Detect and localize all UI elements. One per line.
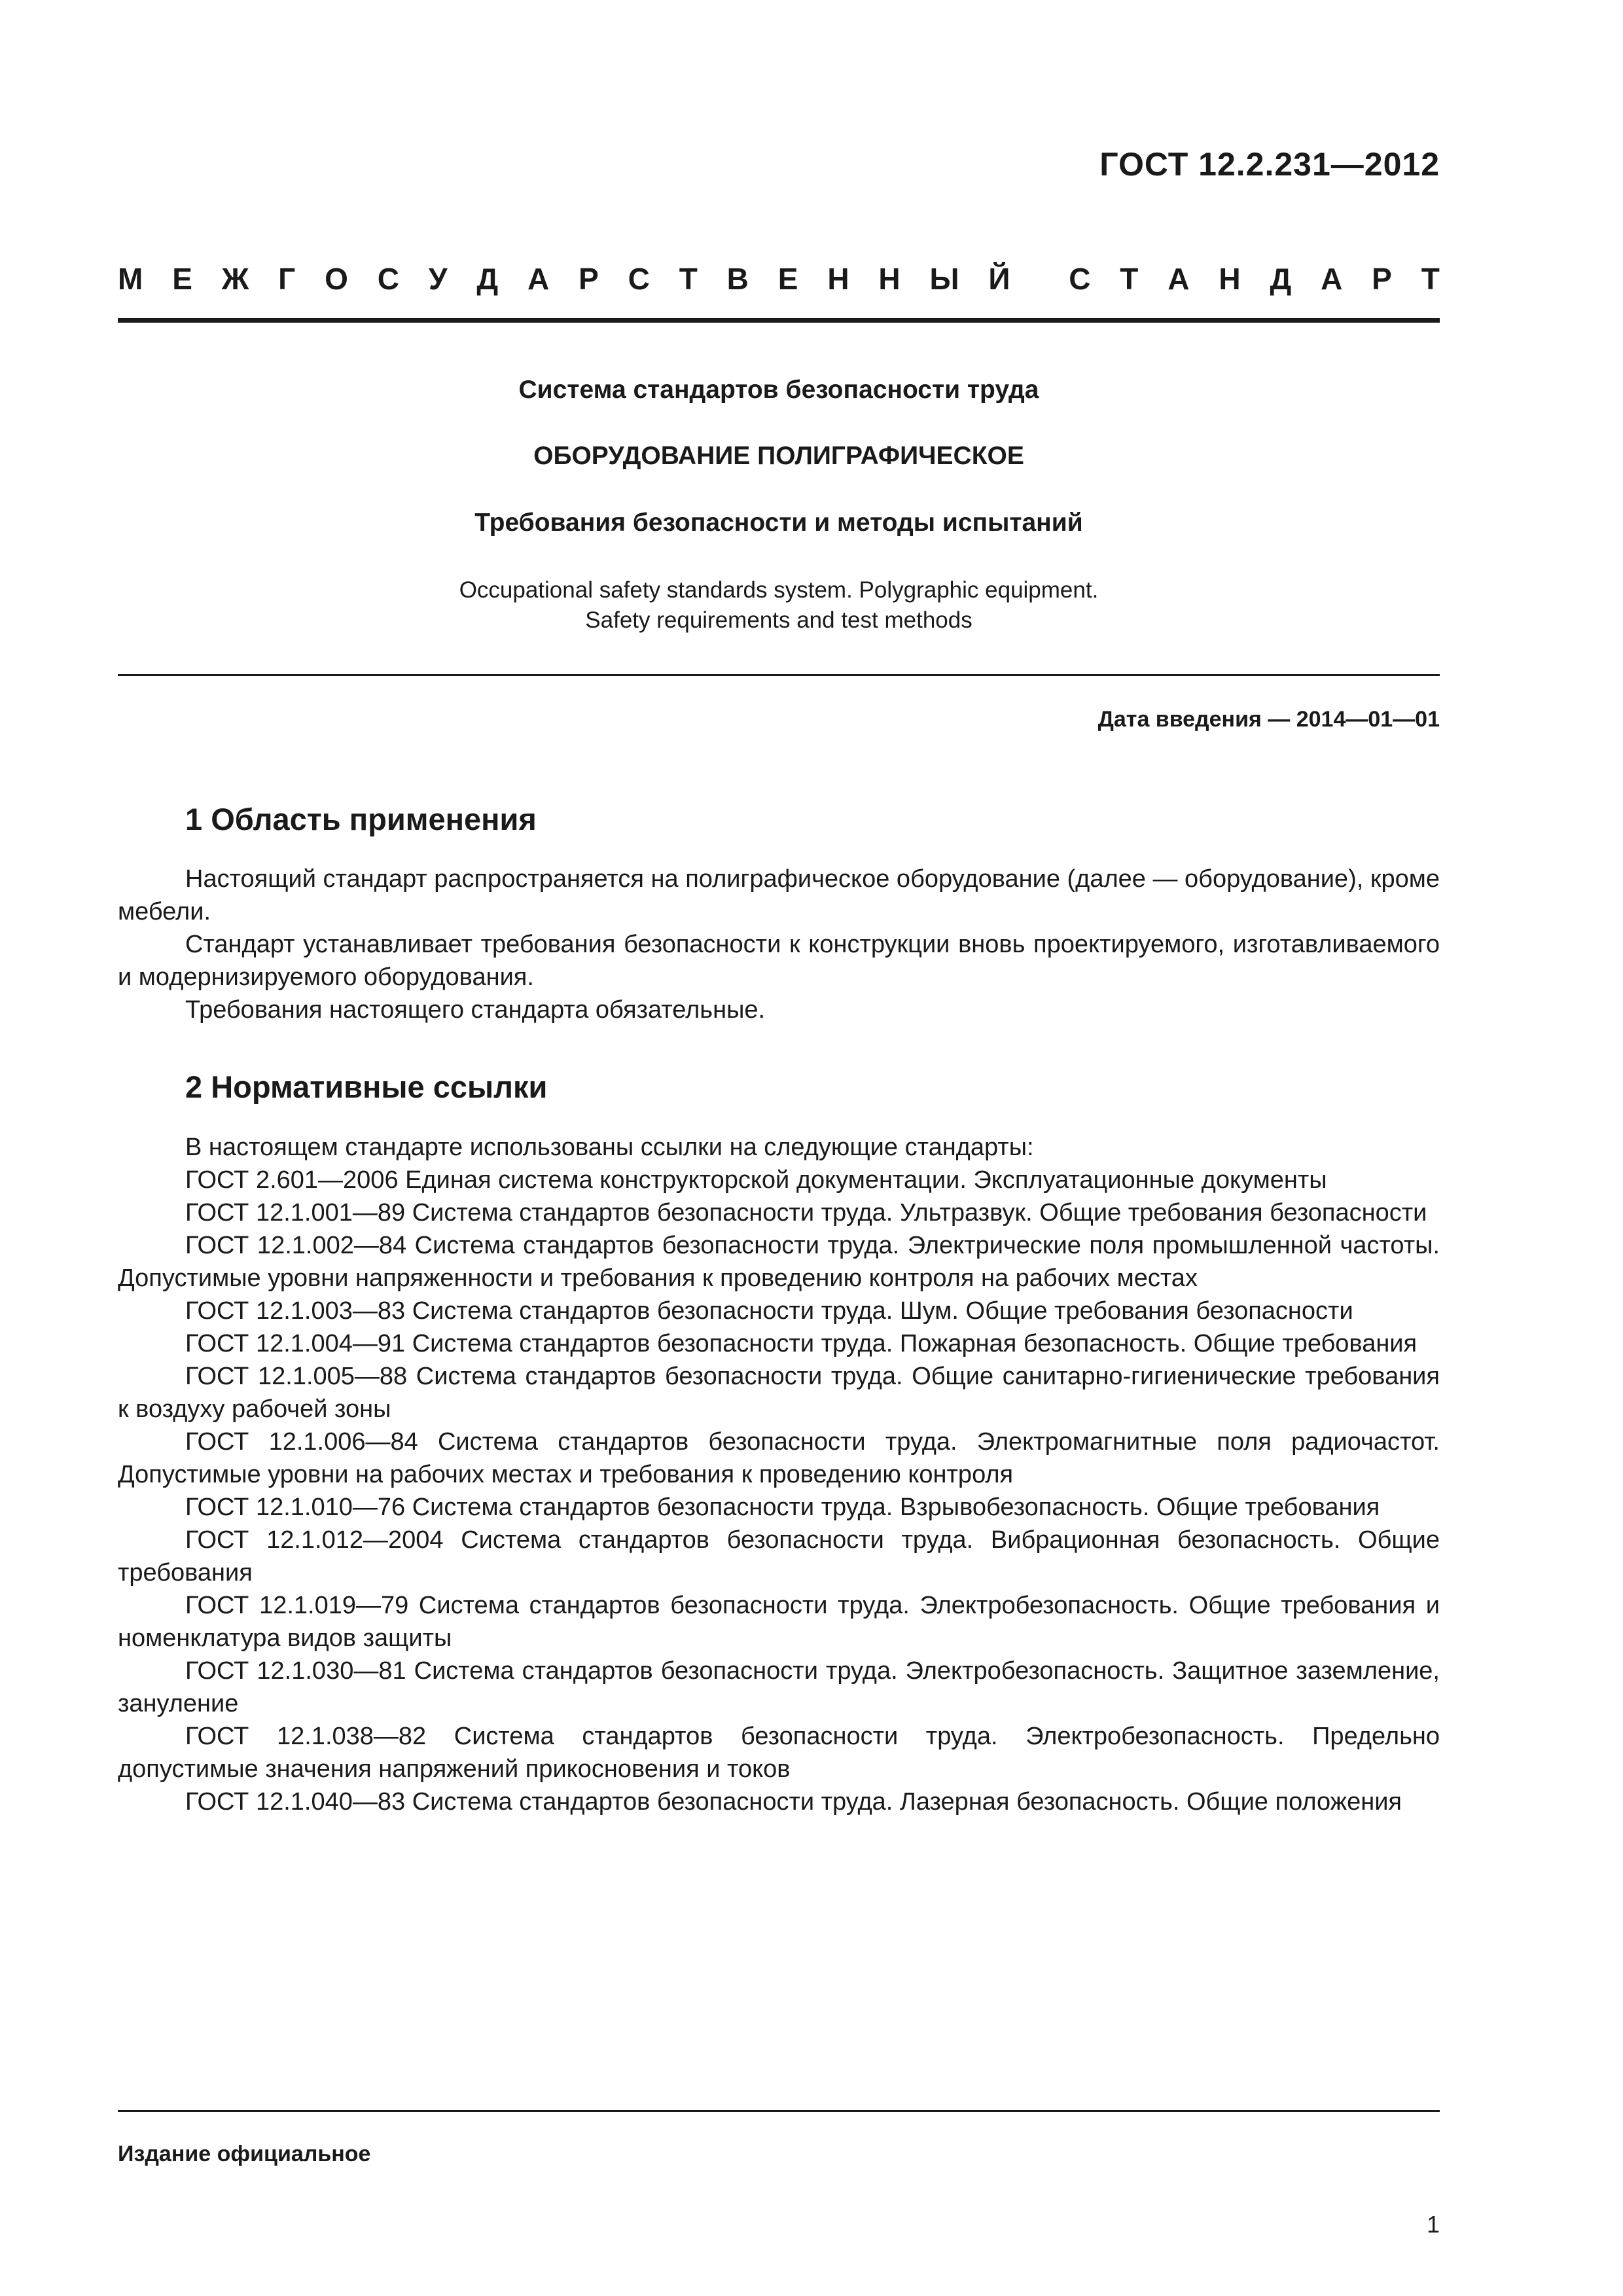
standard-type-letter: Д xyxy=(1270,262,1292,296)
standard-type-letter: М xyxy=(118,262,143,296)
standard-type-letter: В xyxy=(726,262,749,296)
reference-item: ГОСТ 12.1.010—76 Система стандартов безопасности труда. Взрывобезопасность. Общие требования xyxy=(185,1494,1380,1521)
standard-type-letter: А xyxy=(527,262,550,296)
standard-type-letter: Ы xyxy=(929,262,959,296)
reference-item: ГОСТ 12.1.005—88 Система стандартов безопасности труда. Общие санитарно-гигиенические требования к воздуху рабочей зоны xyxy=(118,1363,1440,1423)
standard-type-letter: Т xyxy=(1120,262,1139,296)
standard-type-letter: Н xyxy=(1219,262,1241,296)
page-number: 1 xyxy=(1426,2211,1440,2238)
header-divider xyxy=(118,318,1440,323)
reference-item: ГОСТ 12.1.012—2004 Система стандартов безопасности труда. Вибрационная безопасность. Общие требования xyxy=(118,1526,1440,1587)
reference-item: ГОСТ 12.1.002—84 Система стандартов безопасности труда. Электрические поля промышленной частоты. Допустимые уровни напряженности и требования к проведению контроля на рабочих местах xyxy=(118,1232,1440,1292)
document-number: ГОСТ 12.2.231—2012 xyxy=(1099,146,1440,183)
reference-item: ГОСТ 12.1.040—83 Система стандартов безопасности труда. Лазерная безопасность. Общие положения xyxy=(185,1788,1402,1816)
standard-type-letter: Ж xyxy=(221,262,249,296)
section-1-paragraph: Стандарт устанавливает требования безопасности к конструкции вновь проектируемого, изготавливаемого и модернизируемого оборудования. xyxy=(118,931,1440,991)
standard-type-letter: Й xyxy=(988,262,1010,296)
standard-type-letter: С xyxy=(1069,262,1091,296)
standard-type-letter: С xyxy=(377,262,399,296)
standard-type-letter: А xyxy=(1168,262,1190,296)
section-1-body xyxy=(118,863,1440,1026)
standard-type-letter: С xyxy=(628,262,650,296)
reference-item: ГОСТ 2.601—2006 Единая система конструкторской документации. Эксплуатационные документы xyxy=(185,1166,1327,1194)
reference-item: ГОСТ 12.1.019—79 Система стандартов безопасности труда. Электробезопасность. Общие требования и номенклатура видов защиты xyxy=(118,1592,1440,1652)
section-1-paragraph: Настоящий стандарт распространяется на полиграфическое оборудование (далее — оборудование), кроме мебели. xyxy=(118,865,1440,925)
title-subtitle: Требования безопасности и методы испытаний xyxy=(474,509,1083,537)
standard-type-letter: Р xyxy=(1372,262,1392,296)
title-main: ОБОРУДОВАНИЕ ПОЛИГРАФИЧЕСКОЕ xyxy=(533,442,1024,470)
footer-divider xyxy=(118,2110,1440,2112)
title-divider xyxy=(118,674,1440,676)
standard-type-letter: А xyxy=(1321,262,1343,296)
section-2-body xyxy=(118,1131,1440,1818)
standard-type-letter: Н xyxy=(878,262,901,296)
reference-item: ГОСТ 12.1.038—82 Система стандартов безопасности труда. Электробезопасность. Предельно допустимые значения напряжений прикосновения и токов xyxy=(118,1723,1440,1783)
reference-item: ГОСТ 12.1.001—89 Система стандартов безопасности труда. Ультразвук. Общие требования безопасности xyxy=(185,1199,1427,1227)
title-english-line1: Occupational safety standards system. Polygraphic equipment. xyxy=(459,577,1099,603)
standard-type-letter: Т xyxy=(679,262,698,296)
reference-item: ГОСТ 12.1.006—84 Система стандартов безопасности труда. Электромагнитные поля радиочастот. Допустимые уровни на рабочих местах и требования к проведению контроля xyxy=(118,1428,1440,1488)
standard-type-letter: Т xyxy=(1421,262,1440,296)
section-2-heading: 2 Нормативные ссылки xyxy=(185,1069,548,1104)
reference-item: ГОСТ 12.1.030—81 Система стандартов безопасности труда. Электробезопасность. Защитное заземление, зануление xyxy=(118,1657,1440,1717)
section-1-paragraph: Требования настоящего стандарта обязательные. xyxy=(185,996,766,1024)
title-english-line2: Safety requirements and test methods xyxy=(585,607,972,633)
section-1-heading: 1 Область применения xyxy=(185,802,537,836)
reference-item: ГОСТ 12.1.003—83 Система стандартов безопасности труда. Шум. Общие требования безопасности xyxy=(185,1297,1353,1325)
standard-type-letter: О xyxy=(325,262,348,296)
section-2-intro: В настоящем стандарте использованы ссылки на следующие стандарты: xyxy=(185,1134,1034,1161)
standard-type-letter: Д xyxy=(476,262,499,296)
standard-type-letter: Р xyxy=(579,262,599,296)
standard-type-letter: Н xyxy=(827,262,849,296)
standard-type-letter: Е xyxy=(172,262,192,296)
standard-type-letter: Е xyxy=(777,262,798,296)
edition-label: Издание официальное xyxy=(118,2142,371,2166)
reference-item: ГОСТ 12.1.004—91 Система стандартов безопасности труда. Пожарная безопасность. Общие требования xyxy=(185,1330,1418,1357)
standard-type-heading xyxy=(118,259,1440,298)
standard-type-letter: У xyxy=(428,262,448,296)
title-series: Система стандартов безопасности труда xyxy=(518,376,1039,404)
standard-type-letter: Г xyxy=(278,262,296,296)
intro-date: Дата введения — 2014—01—01 xyxy=(1097,707,1440,732)
